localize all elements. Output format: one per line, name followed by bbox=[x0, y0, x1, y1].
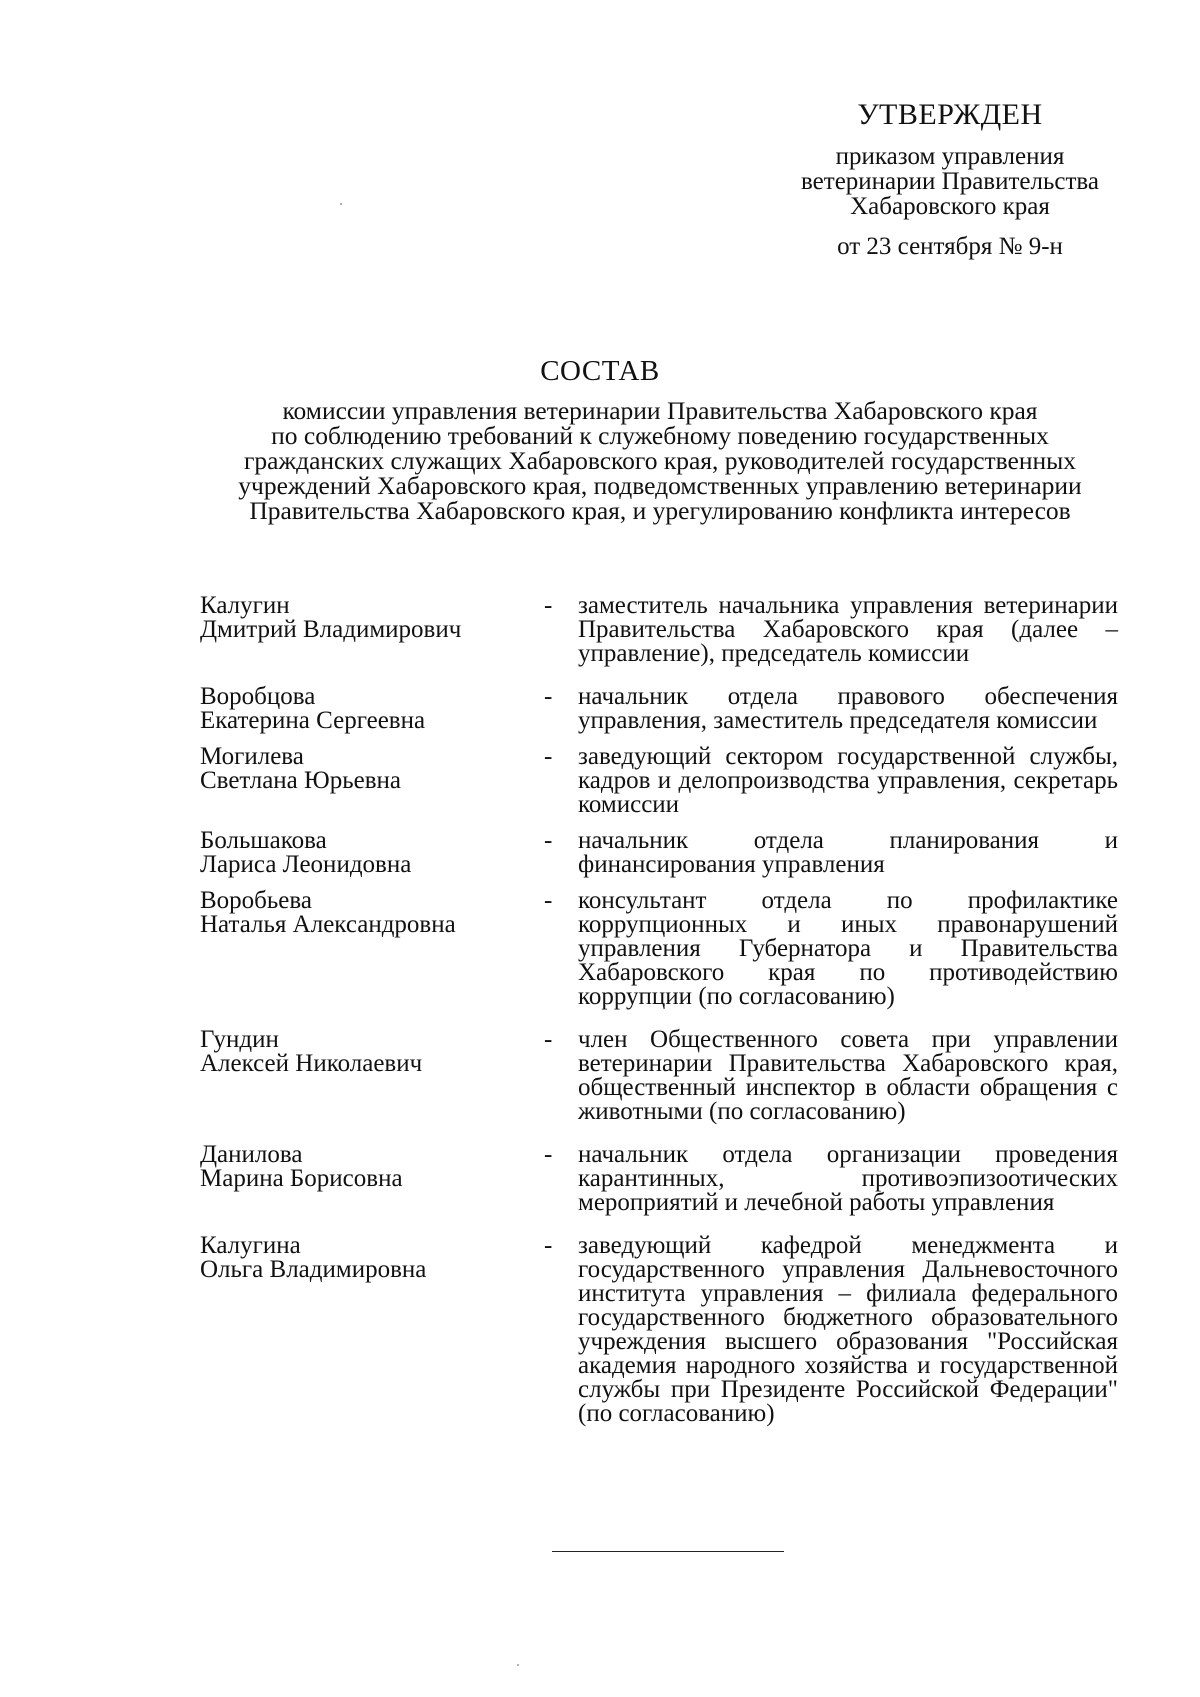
member-role: начальник отдела планирования и финансирования управления bbox=[578, 827, 1118, 878]
member-entry bbox=[200, 685, 1120, 733]
approval-line: ветеринарии Правительства bbox=[801, 168, 1099, 195]
subtitle-line: гражданских служащих Хабаровского края, руководителей государственных bbox=[243, 446, 1077, 475]
approval-block bbox=[760, 98, 1140, 261]
member-dash: - bbox=[544, 1141, 553, 1168]
member-dash: - bbox=[544, 1232, 553, 1259]
member-role: заведующий сектором государственной службы, кадров и делопроизводства управления, секретарь комиссии bbox=[578, 743, 1118, 818]
member-surname: Калугин bbox=[200, 592, 290, 619]
member-given-names: Наталья Александровна bbox=[200, 911, 456, 938]
subtitle-line: учреждений Хабаровского края, подведомственных управлению ветеринарии bbox=[238, 471, 1082, 500]
subtitle-line: комиссии управления ветеринарии Правительства Хабаровского края bbox=[282, 396, 1038, 425]
member-given-names: Светлана Юрьевна bbox=[200, 767, 402, 794]
subtitle-line: Правительства Хабаровского края, и урегулированию конфликта интересов bbox=[249, 496, 1071, 525]
member-name bbox=[200, 745, 540, 793]
closing-rule bbox=[552, 1551, 784, 1552]
member-given-names: Алексей Николаевич bbox=[200, 1050, 423, 1077]
member-role: заместитель начальника управления ветеринарии Правительства Хабаровского края (далее – управление), председатель комиссии bbox=[578, 592, 1118, 667]
scan-speck bbox=[517, 1664, 519, 1666]
member-name bbox=[200, 685, 540, 733]
approval-line: приказом управления bbox=[835, 143, 1065, 170]
member-role: начальник отдела организации проведения карантинных, противоэпизоотических мероприятий и лечебной работы управления bbox=[578, 1141, 1118, 1216]
member-entry bbox=[200, 1143, 1120, 1215]
member-entry bbox=[200, 829, 1120, 877]
member-name bbox=[200, 1234, 540, 1282]
member-given-names: Ольга Владимировна bbox=[200, 1256, 427, 1283]
approval-title: УТВЕРЖДЕН bbox=[857, 98, 1043, 131]
subtitle-line: по соблюдению требований к служебному поведению государственных bbox=[271, 421, 1049, 450]
member-surname: Воробьева bbox=[200, 887, 312, 914]
member-dash: - bbox=[544, 592, 553, 619]
member-dash: - bbox=[544, 887, 553, 914]
member-dash: - bbox=[544, 683, 553, 710]
member-entry bbox=[200, 745, 1120, 817]
member-given-names: Марина Борисовна bbox=[200, 1165, 403, 1192]
member-name bbox=[200, 1028, 540, 1076]
member-name bbox=[200, 1143, 540, 1191]
member-surname: Большакова bbox=[200, 827, 327, 854]
member-role: начальник отдела правового обеспечения управления, заместитель председателя комиссии bbox=[578, 683, 1118, 734]
member-name bbox=[200, 829, 540, 877]
members-list bbox=[200, 594, 1120, 1426]
approval-line: Хабаровского края bbox=[850, 193, 1050, 220]
member-entry bbox=[200, 1028, 1120, 1124]
member-role: консультант отдела по профилактике коррупционных и иных правонарушений управления Губернатора и Правительства Хабаровского края по противодействию коррупции (по согласованию) bbox=[578, 887, 1118, 1010]
document-title: СОСТАВ bbox=[540, 355, 660, 387]
document-subtitle bbox=[180, 398, 1140, 523]
member-dash: - bbox=[544, 743, 553, 770]
member-surname: Воробцова bbox=[200, 683, 316, 710]
member-surname: Данилова bbox=[200, 1141, 303, 1168]
member-role: заведующий кафедрой менеджмента и государственного управления Дальневосточного института управления – филиала федерального государственного бюджетного образовательного учреждения высшего образования "Российская академия народного хозяйства и государственной службы при Президенте Российской Федерации" (по согласованию) bbox=[578, 1232, 1118, 1427]
member-given-names: Дмитрий Владимирович bbox=[200, 616, 462, 643]
scan-speck bbox=[340, 203, 342, 205]
member-surname: Гундин bbox=[200, 1026, 279, 1053]
member-surname: Калугина bbox=[200, 1232, 301, 1259]
member-surname: Могилева bbox=[200, 743, 304, 770]
member-name bbox=[200, 594, 540, 642]
member-given-names: Екатерина Сергеевна bbox=[200, 707, 426, 734]
member-entry bbox=[200, 889, 1120, 1009]
member-entry bbox=[200, 1234, 1120, 1426]
member-given-names: Лариса Леонидовна bbox=[200, 851, 412, 878]
member-role: член Общественного совета при управлении ветеринарии Правительства Хабаровского края, общественный инспектор в области обращения с животными (по согласованию) bbox=[578, 1026, 1118, 1125]
member-dash: - bbox=[544, 1026, 553, 1053]
member-entry bbox=[200, 594, 1120, 666]
member-name bbox=[200, 889, 540, 937]
approval-date: от 23 сентября № 9-н bbox=[837, 233, 1063, 260]
member-dash: - bbox=[544, 827, 553, 854]
